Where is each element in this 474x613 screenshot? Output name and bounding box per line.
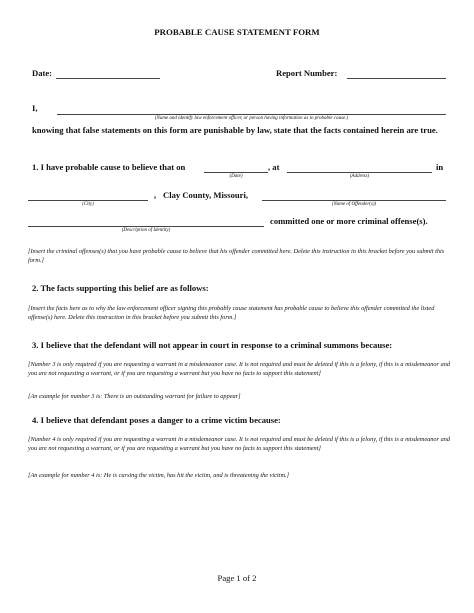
section-1-at: , at bbox=[268, 162, 280, 172]
report-number-field[interactable] bbox=[347, 78, 446, 79]
section-4-heading: 4. I believe that defendant poses a danger to a crime victim because: bbox=[32, 415, 281, 425]
section-1-in: in bbox=[436, 162, 444, 172]
offense-address-field[interactable] bbox=[287, 172, 432, 173]
offense-date-field[interactable] bbox=[204, 172, 268, 173]
county-label: Clay County, Missouri, bbox=[163, 190, 248, 200]
officer-caption: (Name and identify law enforcement officer, or person having information as to probable cause.) bbox=[154, 116, 349, 121]
officer-name-field[interactable] bbox=[57, 114, 446, 115]
section-2-instruction: [Insert the facts here as to why the law enforcement officer signing this probably cause statement has probable cause to believe this offender committed the listed offense(s) here. Delete this instruction in this bracket before you submit this form.] bbox=[28, 305, 435, 321]
city-field[interactable] bbox=[28, 200, 148, 201]
report-number-label: Report Number: bbox=[276, 68, 338, 78]
i-label: I, bbox=[32, 103, 38, 113]
section-4-instruction: [Number 4 is only required if you are requesting a warrant in a misdemeanor case. It is not required and must be deleted if this is a felony, if this is a misdemeanor and you are not requesting a warrant, or if you are requesting a warrant but you have no facts to support this statement] bbox=[28, 436, 451, 452]
identity-caption: (Description of Identity) bbox=[121, 228, 171, 233]
offender-name-field[interactable] bbox=[262, 200, 446, 201]
form-title: PROBABLE CAUSE STATEMENT FORM bbox=[154, 27, 320, 37]
penalty-statement: knowing that false statements on this form are punishable by law, state that the facts contained herein are true. bbox=[32, 125, 438, 135]
section-4-example: [An example for number 4 is: He is cursing the victim, has hit the victim, and is threatening the victim.] bbox=[28, 472, 290, 479]
section-3-example: [An example for number 3 is: There is an outstanding warrant for failure to appear] bbox=[28, 393, 241, 400]
page-number: Page 1 of 2 bbox=[217, 573, 257, 583]
date-label: Date: bbox=[32, 68, 53, 78]
offender-caption: (Name of Offender(s)) bbox=[331, 202, 377, 207]
section-3-instruction: [Number 3 is only required if you are requesting a warrant in a misdemeanor case. It is not required and must be deleted if this is a felony, if this is a misdemeanor and you are not requesting a warrant, or if you are requesting a warrant but you have no facts to support this statement] bbox=[28, 361, 451, 377]
section-1-prefix: 1. I have probable cause to believe that on bbox=[32, 162, 186, 172]
city-comma: , bbox=[154, 190, 157, 200]
section-3-heading: 3. I believe that the defendant will not appear in court in response to a criminal summons because: bbox=[32, 340, 393, 350]
committed-statement: committed one or more criminal offense(s). bbox=[270, 216, 428, 226]
date-field[interactable] bbox=[56, 78, 160, 79]
identity-field[interactable] bbox=[28, 226, 264, 227]
date-caption: (Date) bbox=[229, 174, 243, 179]
section-1-instruction: [Insert the criminal offenses(s) that you have probable cause to believe that his offender committed here. Delete this instruction in this bracket before you submit this form.] bbox=[28, 248, 445, 264]
section-2-heading: 2. The facts supporting this belief are as follows: bbox=[32, 283, 209, 293]
address-caption: (Address) bbox=[349, 174, 370, 179]
city-caption: (City) bbox=[82, 202, 94, 207]
